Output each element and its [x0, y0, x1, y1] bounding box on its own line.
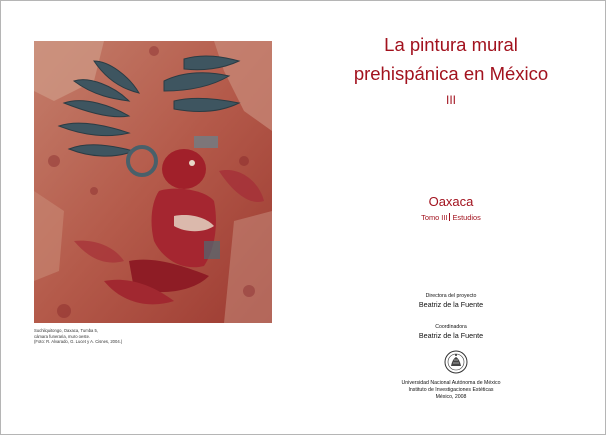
book-title-line-1: La pintura mural [384, 34, 518, 55]
caption-line: Suchilquitongo, Oaxaca, Tumba 5, [34, 328, 99, 333]
book-title-line-2: prehispánica en México [353, 63, 549, 84]
volume-number: III [445, 93, 456, 107]
publisher-university: Universidad Nacional Autónoma de México [401, 380, 501, 386]
publication-place-year: México, 2008 [435, 394, 467, 400]
publisher-institute: Instituto de Investigaciones Estéticas [408, 387, 494, 393]
tomo-section: Estudios [452, 213, 481, 222]
tomo-subtitle [321, 213, 581, 222]
unam-seal-icon [444, 350, 468, 374]
mural-photo [34, 41, 272, 323]
publisher-block [341, 380, 561, 401]
caption-line: (Foto: R. Alvarado, G. Lucet y A. Cisnes, 2004.) [34, 339, 123, 345]
tomo-separator [449, 213, 450, 221]
credit-role: Coordinadora [435, 324, 467, 330]
credit-director [341, 293, 561, 309]
credit-name: Beatriz de la Fuente [418, 300, 484, 309]
region-title: Oaxaca [428, 194, 474, 209]
tomo-label: Tomo III [421, 213, 448, 222]
credit-name: Beatriz de la Fuente [418, 331, 484, 340]
photo-caption [34, 328, 274, 345]
credit-coordinator [341, 324, 561, 340]
caption-line: cámara funeraria, muro oeste. [34, 333, 91, 339]
credit-role: Directora del proyecto [425, 293, 477, 299]
